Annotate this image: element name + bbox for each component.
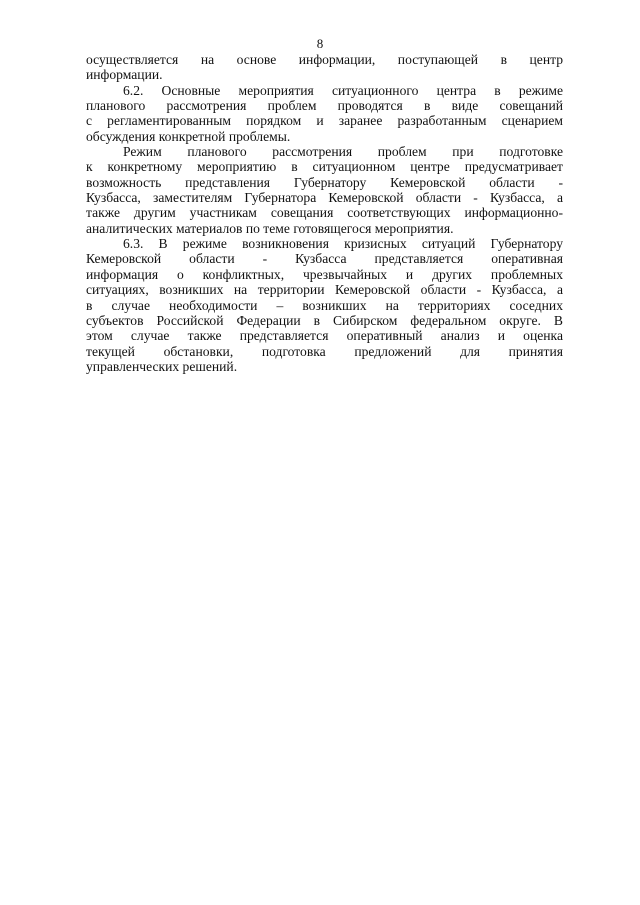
paragraph-planned-mode <box>86 144 563 236</box>
text-line: субъектов Российской Федерации в Сибирском федеральном округе. В <box>86 312 563 328</box>
text-line: возможность представления Губернатору Кемеровской области - <box>86 174 563 190</box>
text-line: ситуациях, возникших на территории Кемеровской области - Кузбасса, а <box>86 282 563 298</box>
text-line: к конкретному мероприятию в ситуационном центре предусматривает <box>86 159 563 175</box>
text-line: планового рассмотрения проблем проводятся в виде совещаний <box>86 98 563 114</box>
text-line: этом случае также представляется оперативный анализ и оценка <box>86 328 563 344</box>
text-line: с регламентированным порядком и заранее разработанным сценарием <box>86 113 563 129</box>
text-line: информации. <box>86 67 163 83</box>
text-line: управленческих решений. <box>86 358 238 374</box>
text-line: Кемеровской области - Кузбасса представляется оперативная <box>86 251 563 267</box>
text-line: осуществляется на основе информации, поступающей в центр <box>86 52 563 67</box>
text-line: обсуждения конкретной проблемы. <box>86 128 291 144</box>
paragraph-6-2 <box>86 83 563 144</box>
document-body <box>86 52 563 374</box>
paragraph-continuation <box>86 52 563 83</box>
text-line: 6.2. Основные мероприятия ситуационного центра в режиме <box>123 82 563 98</box>
paragraph-6-3 <box>86 236 563 374</box>
text-line: аналитических материалов по теме готовящегося мероприятия. <box>86 220 454 236</box>
text-line: в случае необходимости – возникших на территориях соседних <box>86 297 563 313</box>
text-line: информация о конфликтных, чрезвычайных и других проблемных <box>86 266 563 282</box>
text-line: текущей обстановки, подготовка предложений для принятия <box>86 343 563 359</box>
text-line: 6.3. В режиме возникновения кризисных ситуаций Губернатору <box>123 236 563 252</box>
text-line: Режим планового рассмотрения проблем при подготовке <box>123 144 563 160</box>
text-line: Кузбасса, заместителям Губернатора Кемеровской области - Кузбасса, а <box>86 190 563 206</box>
text-line: также другим участникам совещания соответствующих информационно- <box>86 205 563 221</box>
page-number: 8 <box>316 36 324 51</box>
